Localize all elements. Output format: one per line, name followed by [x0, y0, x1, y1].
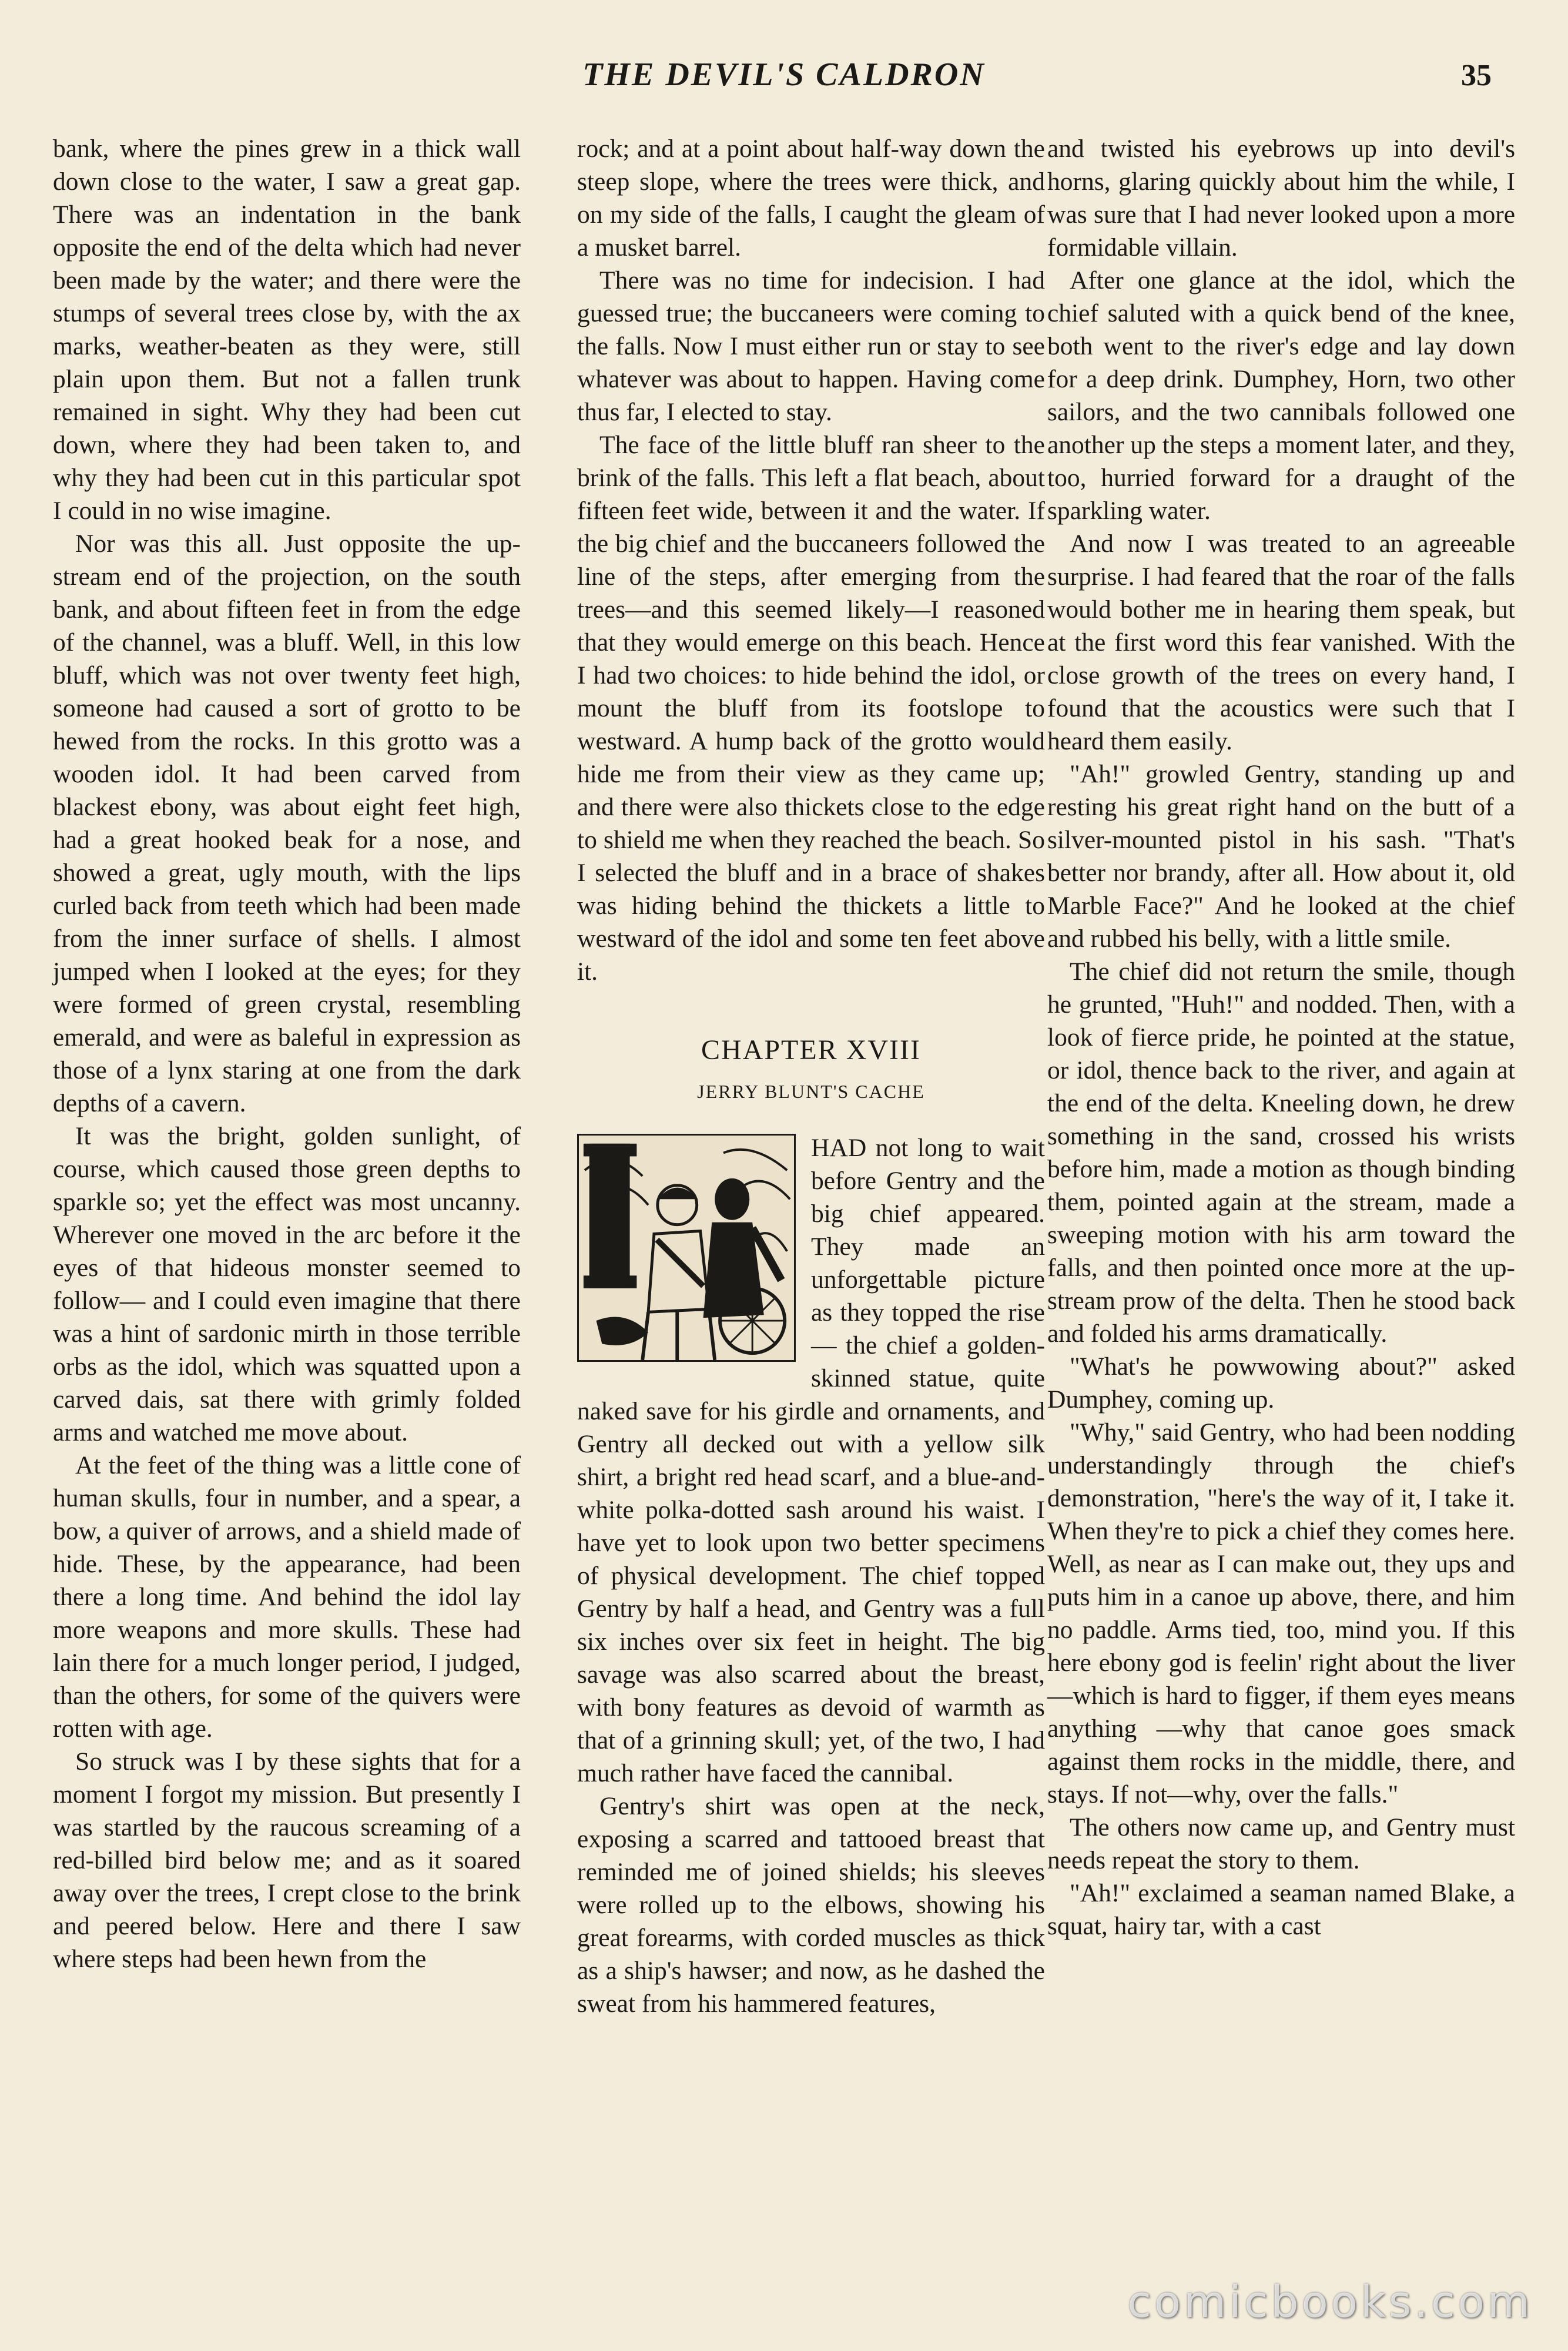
paragraph: The chief did not return the smile, though he grunted, "Huh!" and nodded. Then, with a look of fierce pride, he pointed at the statue, or idol, thence back to the river, and again at the end of the delta. Kneeling down, he drew something in the sand, crossed his wrists before him, made a motion as though binding them, pointed again at the stream, made a sweeping motion with his arm toward the falls, and then pointed once more at the up-stream prow of the delta. Then he stood back and folded his arms dramatically. [1047, 957, 1515, 1348]
paragraph: The others now came up, and Gentry must needs repeat the story to them. [1047, 1813, 1515, 1874]
chapter-title: CHAPTER XVIII [701, 1034, 921, 1066]
text-column-3 [1047, 132, 1515, 1943]
paragraph: and twisted his eyebrows up into devil's horns, glaring quickly about him the while, I was sure that I had never looked upon a more formidable villain. [1047, 135, 1515, 262]
running-title: THE DEVIL'S CALDRON [582, 56, 986, 93]
page-header [0, 56, 1568, 109]
paragraph: Nor was this all. Just opposite the up-stream end of the projection, on the south bank, and about fifteen feet in from the edge of the channel, was a bluff. Well, in this low bluff, which was not over twenty feet high, someone had caused a sort of grotto to be hewed from the rocks. In this grotto was a wooden idol. It had been carved from blackest ebony, was about eight feet high, had a great hooked beak for a nose, and showed a great, ugly mouth, with the lips curled back from teeth which had been made from the inner surface of shells. I almost jumped when I looked at the eyes; for they were formed of green crystal, resembling emerald, and were as baleful in expression as those of a lynx staring at one from the dark depths of a cavern. [53, 530, 521, 1117]
watermark: comicbooks.com [1127, 2277, 1533, 2327]
paragraph: Gentry's shirt was open at the neck, exposing a scarred and tattooed breast that reminded me of joined shields; his sleeves were rolled up to the elbows, showing his great forearms, with corded muscles as thick as a ship's hawser; and now, as he dashed the sweat from his hammered features, [577, 1792, 1045, 2018]
paragraph: The face of the little bluff ran sheer to the brink of the falls. This left a flat beach, about fifteen feet wide, between it and the water. If the big chief and the buccaneers followed the line of the steps, after emerging from the trees—and this seemed likely—I reasoned that they would emerge on this beach. Hence I had two choices: to hide behind the idol, or mount the bluff from its footslope to westward. A hump back of the grotto would hide me from their view as they came up; and there were also thickets close to the edge to shield me when they reached the beach. So I selected the bluff and in a brace of shakes was hiding behind the thickets a little to westward of the idol and some ten feet above it. [577, 431, 1045, 986]
text-column-1 [53, 132, 521, 1975]
paragraph: HAD not long to wait before Gentry and the big chief appeared. They made an unforgettable picture as they topped the rise— the chief a golden-skinned statue, quite naked save for his girdle and ornaments, and Gentry all decked out with a yellow silk shirt, a bright red head scarf, and a blue-and-white polka-dotted sash around his waist. I have yet to look upon two better specimens of physical development. The chief topped Gentry by half a head, and Gentry was a full six inches over six feet in height. The big savage was also scarred about the breast, with bony features as devoid of warmth as that of a grinning skull; yet, of the two, I had much rather have faced the cannibal. [577, 1134, 1045, 1787]
page-number: 35 [1461, 59, 1492, 92]
paragraph: At the feet of the thing was a little cone of human skulls, four in number, and a spear, a bow, a quiver of arrows, and a shield made of hide. These, by the appearance, had been there a long time. And behind the idol lay more weapons and more skulls. These had lain there for a much longer period, I judged, than the others, for some of the quivers were rotten with age. [53, 1451, 521, 1743]
paragraph: "Ah!" growled Gentry, standing up and resting his great right hand on the butt of a silver-mounted pistol in his sash. "That's better nor brandy, after all. How about it, old Marble Face?" And he looked at the chief and rubbed his belly, with a little smile. [1047, 760, 1515, 953]
paragraph: "Why," said Gentry, who had been nodding understandingly through the chief's demonstration, "here's the way of it, I take it. When they're to pick a chief they comes here. Well, as near as I can make out, they ups and puts him in a canoe up above, there, and him no paddle. Arms tied, too, mind you. If this here ebony god is feelin' right about the liver—which is hard to figger, if them eyes means anything —why that canoe goes smack against them rocks in the middle, there, and stays. If not—why, over the falls." [1047, 1418, 1515, 1809]
initial-letter-illustration [577, 1134, 796, 1362]
illustration-figures-icon [579, 1136, 794, 1360]
paragraph: bank, where the pines grew in a thick wall down close to the water, I saw a great gap. There was an indentation in the bank opposite the end of the delta which had never been made by the water; and there were the stumps of several trees close by, with the ax marks, weather-beaten as they were, still plain upon them. But not a fallen trunk remained in sight. Why they had been cut down, where they had been taken to, and why they had been cut in this particular spot I could in no wise imagine. [53, 135, 521, 525]
paragraph: There was no time for indecision. I had guessed true; the buccaneers were coming to the falls. Now I must either run or stay to see whatever was about to happen. Having come thus far, I elected to stay. [577, 266, 1045, 426]
paragraph: It was the bright, golden sunlight, of course, which caused those green depths to sparkle so; yet the effect was most uncanny. Wherever one moved in the arc before it the eyes of that hideous monster seemed to follow— and I could even imagine that there was a hint of sardonic mirth in those terrible orbs as the idol, which was squatted upon a carved dais, sat there with grimly folded arms and watched me move about. [53, 1122, 521, 1446]
text-column-2 [577, 132, 1045, 2020]
paragraph: So struck was I by these sights that for a moment I forgot my mission. But presently I was startled by the raucous screaming of a red-billed bird below me; and as it soared away over the trees, I crept close to the brink and peered below. Here and there I saw where steps had been hewn from the [53, 1747, 521, 1973]
paragraph: rock; and at a point about half-way down the steep slope, where the trees were thick, and on my side of the falls, I caught the gleam of a musket barrel. [577, 135, 1045, 262]
chapter-subtitle: JERRY BLUNT'S CACHE [697, 1081, 925, 1102]
paragraph: "Ah!" exclaimed a seaman named Blake, a squat, hairy tar, with a cast [1047, 1879, 1515, 1940]
paragraph: And now I was treated to an agreeable surprise. I had feared that the roar of the falls would bother me in hearing them speak, but at the first word this fear vanished. With the close growth of the trees on every hand, I found that the acoustics were such that I heard them easily. [1047, 530, 1515, 755]
paragraph: After one glance at the idol, which the chief saluted with a quick bend of the knee, both went to the river's edge and lay down for a deep drink. Dumphey, Horn, two other sailors, and the two cannibals followed one another up the steps a moment later, and they, too, hurried forward for a draught of the sparkling water. [1047, 266, 1515, 525]
paragraph: "What's he powwowing about?" asked Dumphey, coming up. [1047, 1352, 1515, 1414]
